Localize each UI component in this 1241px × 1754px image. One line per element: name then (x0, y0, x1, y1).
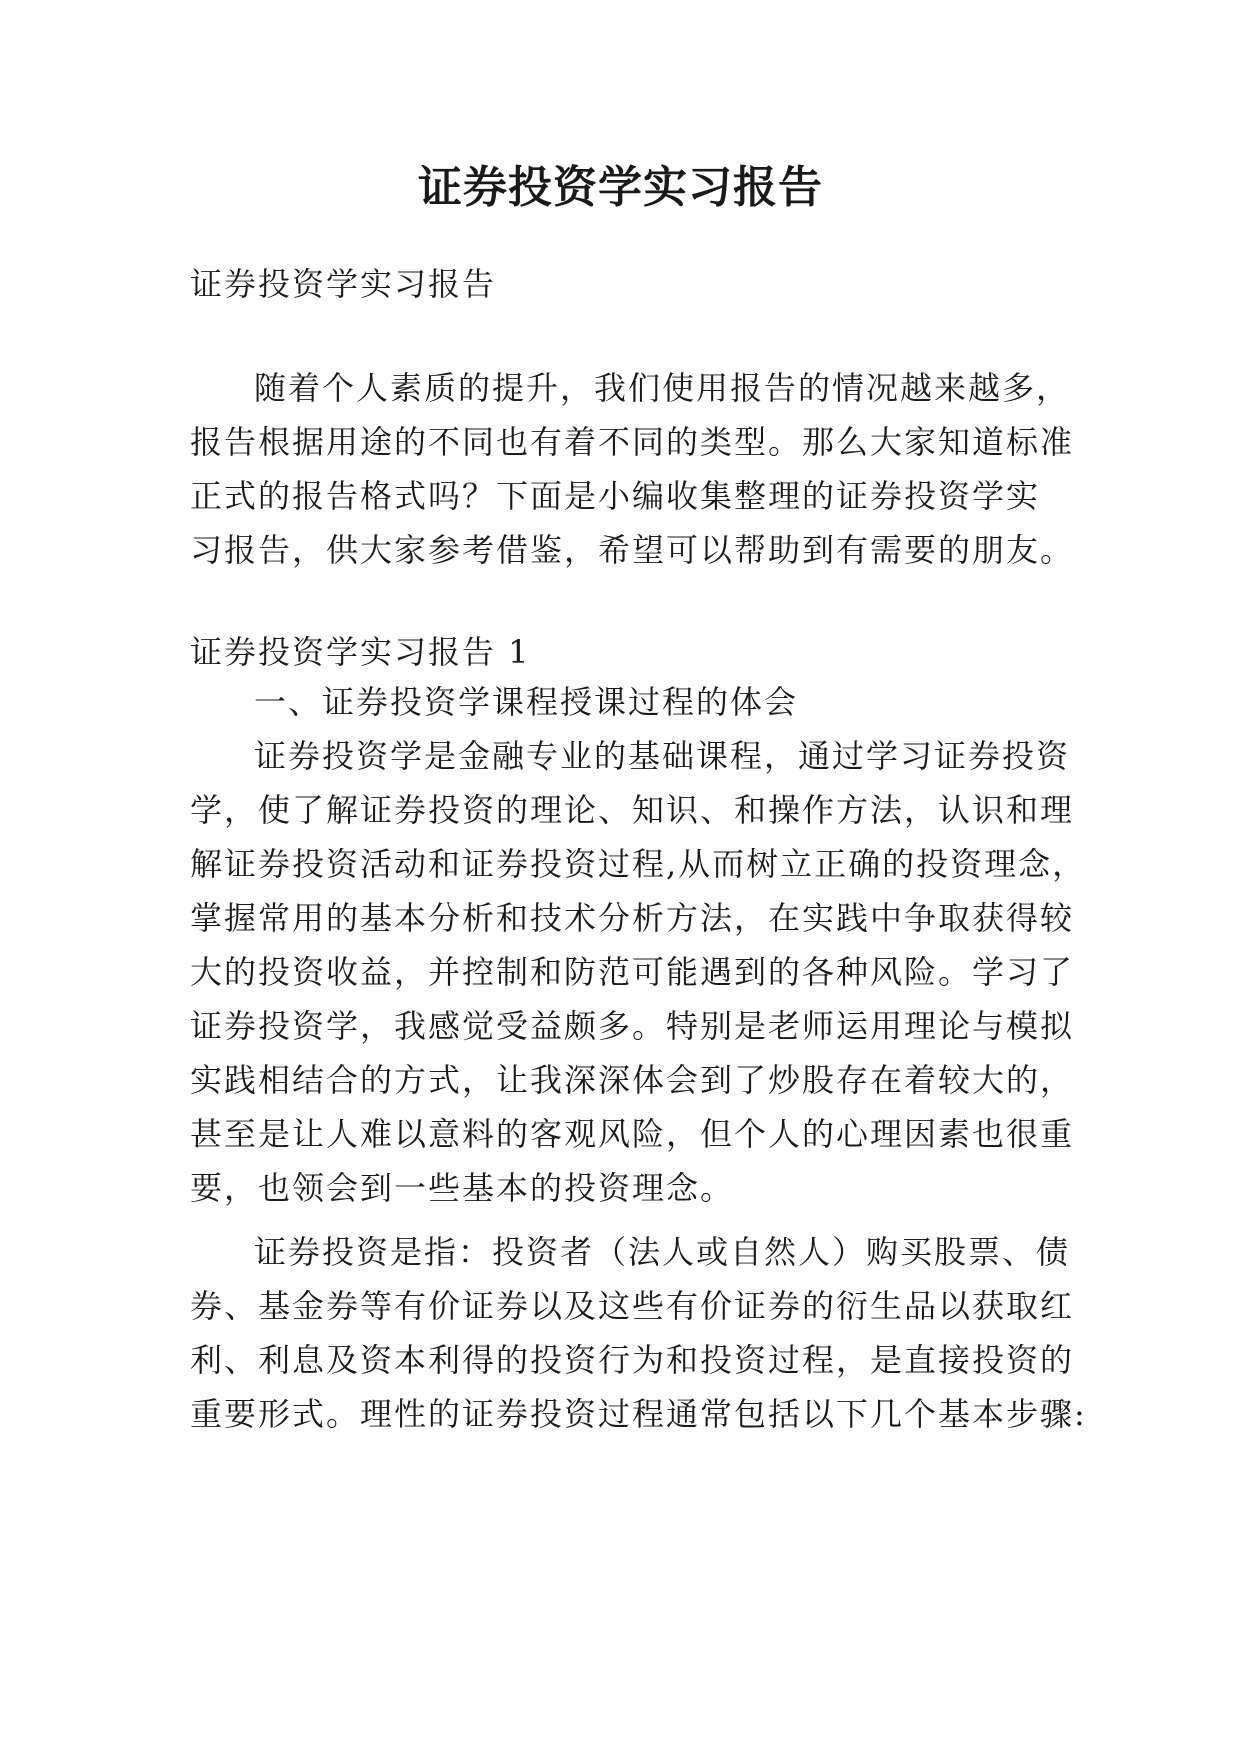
intro-line-4: 习报告，供大家参考借鉴，希望可以帮助到有需要的朋友。 (190, 531, 1075, 569)
para2-line-2: 券、基金券等有价证券以及这些有价证券的衍生品以获取红 (190, 1287, 1075, 1325)
document-subtitle: 证券投资学实习报告 (190, 265, 497, 303)
para1-line-3: 解证券投资活动和证券投资过程,从而树立正确的投资理念， (190, 845, 1087, 883)
para1-line-8: 甚至是让人难以意料的客观风险，但个人的心理因素也很重 (190, 1115, 1075, 1153)
para1-line-2: 学，使了解证券投资的理论、知识、和操作方法，认识和理 (190, 791, 1075, 829)
intro-line-1: 随着个人素质的提升，我们使用报告的情况越来越多， (254, 369, 1071, 407)
intro-line-3: 正式的报告格式吗？下面是小编收集整理的证券投资学实 (190, 477, 1041, 515)
document-title: 证券投资学实习报告 (418, 162, 823, 213)
para1-line-6: 证券投资学，我感觉受益颇多。特别是老师运用理论与模拟 (190, 1007, 1075, 1045)
para1-line-5: 大的投资收益，并控制和防范可能遇到的各种风险。学习了 (190, 953, 1075, 991)
intro-line-2: 报告根据用途的不同也有着不同的类型。那么大家知道标准 (190, 423, 1075, 461)
para2-line-4: 重要形式。理性的证券投资过程通常包括以下几个基本步骤: (190, 1395, 1087, 1433)
section-title: 证券投资学实习报告 1 (190, 633, 531, 671)
para1-line-1: 证券投资学是金融专业的基础课程，通过学习证券投资 (254, 737, 1071, 775)
para1-line-7: 实践相结合的方式，让我深深体会到了炒股存在着较大的， (190, 1061, 1075, 1099)
para1-line-9: 要，也领会到一些基本的投资理念。 (190, 1169, 735, 1207)
para1-line-4: 掌握常用的基本分析和技术分析方法，在实践中争取获得较 (190, 899, 1075, 937)
section-heading: 一、证券投资学课程授课过程的体会 (254, 683, 799, 721)
para2-line-1: 证券投资是指：投资者（法人或自然人）购买股票、债 (254, 1233, 1071, 1271)
para2-line-3: 利、利息及资本利得的投资行为和投资过程，是直接投资的 (190, 1341, 1075, 1379)
